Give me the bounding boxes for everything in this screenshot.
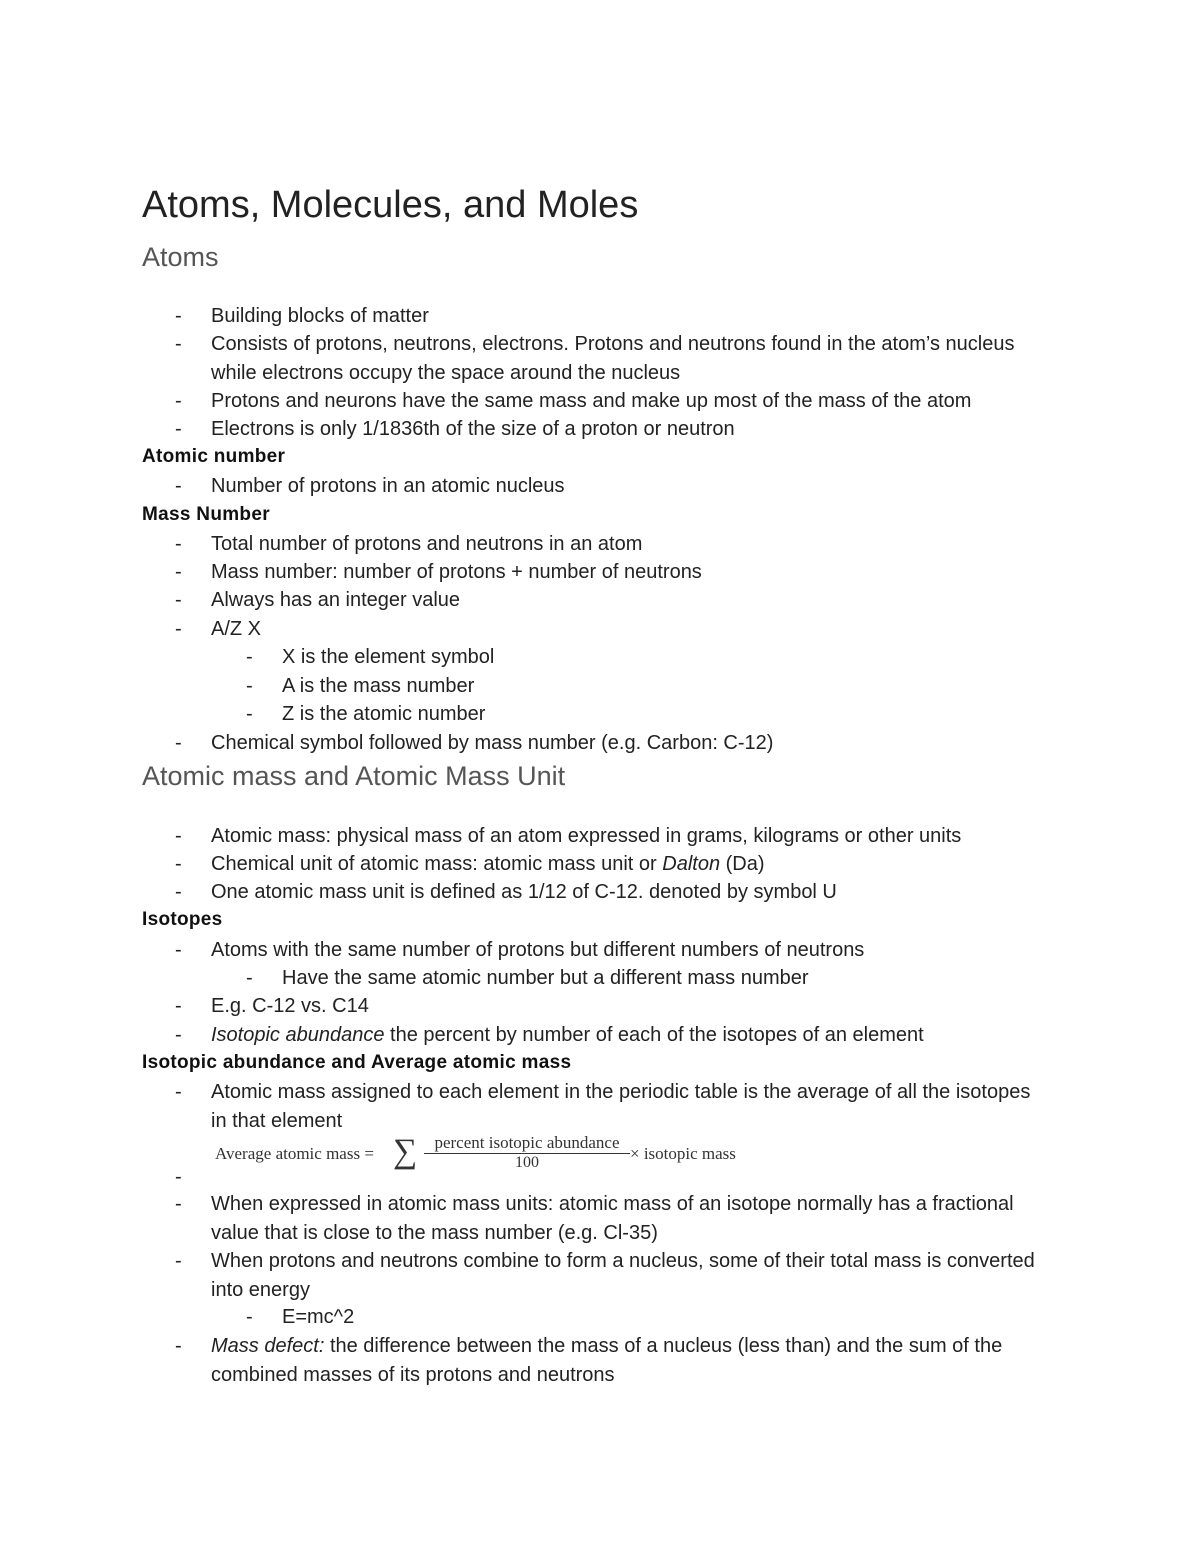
list-item: - Chemical symbol followed by mass number (e.g. Carbon: C-12) — [175, 732, 774, 754]
list-item: - When protons and neutrons combine to form a nucleus, some of their total mass is converted into energy — [175, 1250, 1035, 1301]
heading-atomic-mass: Atomic mass and Atomic Mass Unit — [142, 761, 566, 791]
list-item: - Mass number: number of protons + number of neutrons — [175, 561, 702, 583]
list-item: - E.g. C-12 vs. C14 — [175, 995, 369, 1017]
list-item: - Always has an integer value — [175, 589, 461, 611]
list-item: - Consists of protons, neutrons, electrons. Protons and neutrons found in the atom’s nucleus while electrons occupy the space around the nucleus — [175, 333, 1015, 384]
sub-list-item: - Have the same atomic number but a different mass number — [246, 967, 809, 989]
heading-isotopes: Isotopes — [142, 909, 223, 930]
sub-list-item: - Z is the atomic number — [246, 703, 486, 725]
document-page: Atoms, Molecules, and Moles Atoms - Building blocks of matter - Consists of protons, neutrons, electrons. Protons and neutrons found in the atom’s nucleus while electrons occupy the space around the nucleus - Protons and neurons have the same mass and make up most of the mass of the atom - Electrons is only 1/1836th of the size of a proton or neutron Atomic number - Number of protons in an atomic nucleus Mass Number - Total number of protons and neutrons in an atom - Mass number: number of protons + number of neutrons - Always has an integer value - A/Z X - X is the element symbol - A is the mass number - Z is the atomic number - Chemical symbol followed by mass number (e.g. Carbon: C-12) Atomic mass and Atomic Mass Unit - Atomic mass: physical mass of an atom expressed in grams, kilograms or other units - Chemical unit of atomic mass: atomic mass unit or Dalton (Da) - One atomic mass unit is defined as 1/12 of C-12. denoted by symbol U Isotopes - Atoms with the same number of protons but different numbers of neutrons - Have the same atomic number but a different mass number - E.g. C-12 vs. C14 - Isotopic abundance the percent by number of each of the isotopes of an element Isotopic abundance and Average atomic mass - Atomic mass assigned to each element in the periodic table is the average of all the isotopes in that element Average atomic mass = ∑ percent isotopic abundance 100 × isotopic mass - - When expressed in atomic mass units: atomic mass of an isotope normally has a fractional value that is close to the mass number (e.g. Cl-35) - When protons and neutrons combine to form a nucleus, some of their total mass is converted into energy - E=mc^2 - Mass defect: the difference between the mass of a nucleus (less than) and the sum of the combined masses of its protons and neutrons — [0, 0, 1200, 1553]
heading-isotopic-abundance: Isotopic abundance and Average atomic mass — [142, 1052, 572, 1073]
equation-denominator: 100 — [515, 1154, 539, 1171]
list-item: - Number of protons in an atomic nucleus — [175, 475, 565, 497]
list-item: - One atomic mass unit is defined as 1/12 of C-12. denoted by symbol U — [175, 881, 837, 903]
sub-list-item: - E=mc^2 — [246, 1306, 355, 1328]
list-item: - A/Z X — [175, 618, 262, 640]
list-item: - Electrons is only 1/1836th of the size of a proton or neutron — [175, 418, 735, 440]
page-title: Atoms, Molecules, and Moles — [142, 184, 639, 226]
list-item: - Total number of protons and neutrons in an atom — [175, 533, 643, 555]
list-item: - Mass defect: the difference between the mass of a nucleus (less than) and the sum of the combined masses of its protons and neutrons — [175, 1335, 1003, 1386]
list-item: - Protons and neurons have the same mass and make up most of the mass of the atom — [175, 390, 972, 412]
average-atomic-mass-equation — [215, 1134, 755, 1170]
list-item: - Atomic mass assigned to each element in the periodic table is the average of all the isotopes in that element — [175, 1081, 1031, 1132]
sigma-symbol: ∑ — [393, 1133, 418, 1170]
equation-numerator: percent isotopic abundance — [434, 1133, 620, 1152]
equation-rhs: × isotopic mass — [630, 1144, 736, 1163]
sub-list-item: - A is the mass number — [246, 675, 475, 697]
list-item: - When expressed in atomic mass units: atomic mass of an isotope normally has a fractional value that is close to the mass number (e.g. Cl-35) — [175, 1193, 1014, 1244]
sub-list-item: - X is the element symbol — [246, 646, 495, 668]
heading-atoms: Atoms — [142, 242, 219, 272]
heading-atomic-number: Atomic number — [142, 446, 286, 467]
equation-lhs: Average atomic mass = — [215, 1144, 374, 1163]
list-item: - Atomic mass: physical mass of an atom expressed in grams, kilograms or other units — [175, 825, 962, 847]
list-item: - Isotopic abundance the percent by number of each of the isotopes of an element — [175, 1024, 924, 1046]
heading-mass-number: Mass Number — [142, 504, 270, 525]
list-item: - Atoms with the same number of protons but different numbers of neutrons — [175, 939, 865, 961]
list-item: - Building blocks of matter — [175, 305, 429, 327]
list-item: - Chemical unit of atomic mass: atomic mass unit or Dalton (Da) — [175, 853, 765, 875]
